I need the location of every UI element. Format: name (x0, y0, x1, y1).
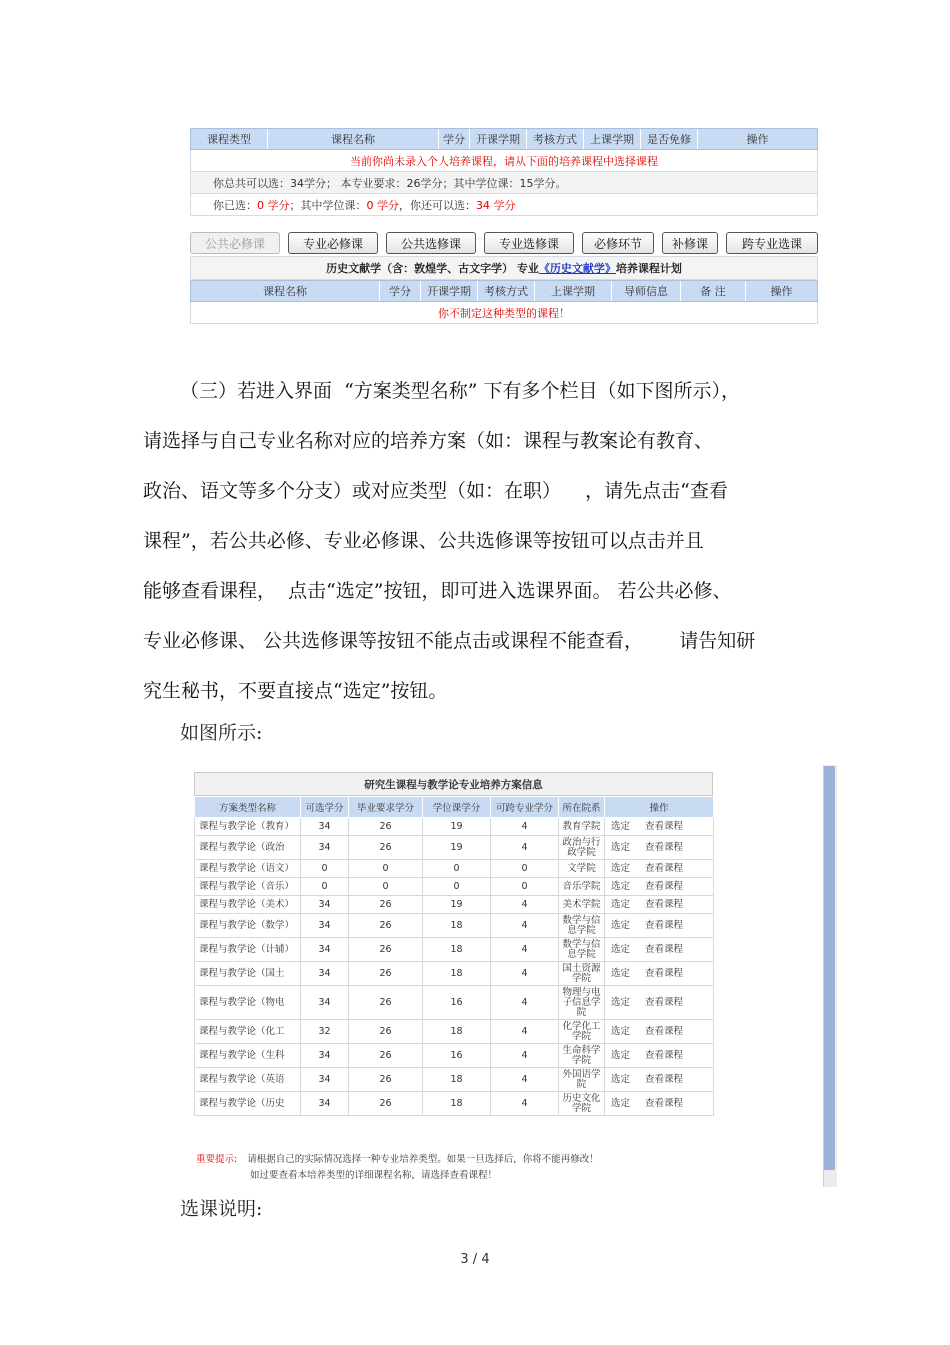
header-optional-credit: 可选学分 (301, 797, 349, 818)
col-course-type: 课程类型 (191, 129, 268, 149)
department-cell: 生命科学 学院 (559, 1044, 605, 1068)
plan-row (195, 962, 714, 986)
select-link[interactable]: 选定 (611, 1073, 631, 1085)
page-number: 3 / 4 (460, 1252, 490, 1267)
action-cell (605, 938, 714, 962)
graduation-credit-cell: 26 (349, 986, 423, 1020)
cross-credit-cell: 0 (491, 878, 559, 896)
header-graduation-credit: 毕业要求学分 (349, 797, 423, 818)
plan-list-table (194, 796, 714, 1116)
select-link[interactable]: 选定 (611, 898, 631, 910)
degree-value: 0 学分 (366, 198, 399, 212)
screenshot-plan-list (194, 772, 713, 1116)
degree-credit-cell: 0 (423, 860, 491, 878)
select-link[interactable]: 选定 (611, 862, 631, 874)
action-cell (605, 1020, 714, 1044)
optional-credit-cell: 32 (301, 1020, 349, 1044)
plan-row (195, 836, 714, 860)
degree-credit-cell: 19 (423, 836, 491, 860)
plan-row (195, 818, 714, 836)
cross-credit-cell: 4 (491, 962, 559, 986)
optional-credit-cell: 34 (301, 1068, 349, 1092)
action-cell (605, 878, 714, 896)
optional-credit-cell: 34 (301, 1044, 349, 1068)
action-cell (605, 860, 714, 878)
graduation-credit-cell: 0 (349, 860, 423, 878)
plan-title (190, 256, 818, 280)
cross-credit-cell: 4 (491, 818, 559, 836)
plan-name-cell: 课程与教学论（生科 (195, 1044, 301, 1068)
plan-name-cell: 课程与教学论（计辅） (195, 938, 301, 962)
plan-row (195, 986, 714, 1020)
scrollbar-thumb[interactable] (824, 766, 835, 1170)
remaining-value: 34 学分 (476, 198, 516, 212)
paragraph-line: （三）若进入界面 “方案类型名称” 下有多个栏目（如下图所示）， (180, 380, 741, 402)
optional-credit-cell: 34 (301, 1092, 349, 1116)
plan-notice: 你不制定这种类型的课程！ (190, 302, 818, 324)
graduation-credit-cell: 26 (349, 914, 423, 938)
plan-name-cell: 课程与教学论（美术） (195, 896, 301, 914)
plan-title-suffix: 培养课程计划 (615, 262, 682, 275)
plan-title-major: 历史文献学（含：敦煌学、古文字学） 专业 (326, 262, 539, 275)
degree-credit-cell: 16 (423, 986, 491, 1020)
optional-credit-cell: 34 (301, 986, 349, 1020)
optional-credit-cell: 34 (301, 896, 349, 914)
graduation-credit-cell: 26 (349, 836, 423, 860)
note-line-2: 如过要查看本培养类型的详细课程名称，请选择查看课程！ (250, 1170, 498, 1181)
graduation-credit-cell: 26 (349, 962, 423, 986)
important-note (196, 1152, 599, 1184)
plan-name-cell: 课程与教学论（化工 (195, 1020, 301, 1044)
header-plan-name: 方案类型名称 (195, 797, 301, 818)
plan-row (195, 896, 714, 914)
public-elective-button[interactable]: 公共选修课 (386, 232, 476, 254)
paragraph-line: 课程”，若公共必修、专业必修课、公共选修课等按钮可以点击并且 (143, 530, 704, 552)
degree-credit-cell: 18 (423, 1020, 491, 1044)
optional-credit-cell: 0 (301, 860, 349, 878)
department-cell: 国土资源 学院 (559, 962, 605, 986)
plan-col-remark: 备 注 (681, 281, 746, 301)
major-required-button[interactable]: 专业必修课 (288, 232, 378, 254)
col-open-term: 开课学期 (470, 129, 527, 149)
degree-credit-cell: 16 (423, 1044, 491, 1068)
select-link[interactable]: 选定 (611, 943, 631, 955)
plan-major-link[interactable]: 《历史文献学》 (538, 262, 616, 275)
paragraph-line: 究生秘书，不要直接点“选定”按钮。 (143, 680, 448, 702)
public-required-button[interactable]: 公共必修课 (190, 232, 280, 254)
col-credit: 学分 (439, 129, 470, 149)
plan-list-header-row (195, 797, 714, 818)
remaining-label: ，你还可以选： (399, 198, 476, 212)
major-elective-button[interactable]: 专业选修课 (484, 232, 574, 254)
selected-value: 0 学分 (257, 198, 290, 212)
plan-col-action: 操作 (770, 285, 793, 298)
view-course-link[interactable]: 查看课程 (645, 996, 684, 1008)
action-cell (605, 896, 714, 914)
note-label: 重要提示: (196, 1154, 238, 1165)
col-exam-type: 考核方式 (527, 129, 584, 149)
plan-name-cell: 课程与教学论（数学） (195, 914, 301, 938)
action-cell (605, 914, 714, 938)
header-action: 操作 (605, 797, 714, 818)
degree-credit-cell: 18 (423, 938, 491, 962)
select-link[interactable]: 选定 (611, 820, 631, 832)
credit-summary: 你总共可以选：34学分； 本专业要求：26学分；其中学位课：15学分。 (190, 172, 818, 194)
optional-credit-cell: 34 (301, 914, 349, 938)
plan-name-cell: 课程与教学论（英语 (195, 1068, 301, 1092)
paragraph-line: 请选择与自己专业名称对应的培养方案（如：课程与教案论有教育、 (143, 430, 714, 452)
cross-credit-cell: 4 (491, 836, 559, 860)
course-type-buttons (190, 232, 818, 254)
plan-name-cell: 课程与教学论（教育） (195, 818, 301, 836)
graduation-credit-cell: 26 (349, 1068, 423, 1092)
paragraph-line: 能够查看课程， 点击“选定”按钮，即可进入选课界面。 若公共必修、 (143, 580, 732, 602)
department-cell: 教育学院 (559, 818, 605, 836)
select-link[interactable]: 选定 (611, 880, 631, 892)
header-cross-credit: 可跨专业学分 (491, 797, 559, 818)
plan-row (195, 938, 714, 962)
cross-credit-cell: 4 (491, 914, 559, 938)
plan-col-class-term: 上课学期 (535, 281, 612, 301)
view-course-link[interactable]: 查看课程 (645, 967, 684, 979)
degree-credit-cell: 0 (423, 878, 491, 896)
department-cell: 化学化工 学院 (559, 1020, 605, 1044)
graduation-credit-cell: 26 (349, 818, 423, 836)
optional-credit-cell: 34 (301, 962, 349, 986)
plan-col-credit: 学分 (380, 281, 421, 301)
view-course-link[interactable]: 查看课程 (645, 898, 684, 910)
screenshot-course-selection (190, 128, 818, 324)
figure-caption: 如图所示: (180, 722, 263, 744)
degree-credit-cell: 18 (423, 914, 491, 938)
plan-row (195, 1044, 714, 1068)
plan-name-cell: 课程与教学论（历史 (195, 1092, 301, 1116)
view-course-link[interactable]: 查看课程 (645, 880, 684, 892)
department-cell: 音乐学院 (559, 878, 605, 896)
plan-row (195, 914, 714, 938)
action-cell (605, 836, 714, 860)
optional-credit-cell: 34 (301, 818, 349, 836)
cross-credit-cell: 0 (491, 860, 559, 878)
col-course-name: 课程名称 (268, 129, 439, 149)
cross-credit-cell: 4 (491, 1092, 559, 1116)
selected-label: 你已选： (213, 198, 257, 212)
department-cell: 物理与电 子信息学 院 (559, 986, 605, 1020)
department-cell: 美术学院 (559, 896, 605, 914)
action-cell (605, 1092, 714, 1116)
plan-name-cell: 课程与教学论（音乐） (195, 878, 301, 896)
graduation-credit-cell: 26 (349, 1092, 423, 1116)
plan-row (195, 860, 714, 878)
department-cell: 外国语学 院 (559, 1068, 605, 1092)
plan-table-header (190, 280, 818, 302)
plan-row (195, 1092, 714, 1116)
required-stage-button[interactable]: 必修环节 (582, 232, 654, 254)
view-course-link[interactable]: 查看课程 (645, 820, 684, 832)
col-class-term: 上课学期 (584, 129, 641, 149)
plan-name-cell: 课程与教学论（国土 (195, 962, 301, 986)
makeup-course-button[interactable]: 补修课 (662, 232, 718, 254)
action-cell (605, 962, 714, 986)
action-cell (605, 818, 714, 836)
cross-credit-cell: 4 (491, 986, 559, 1020)
view-course-link[interactable]: 查看课程 (645, 1097, 684, 1109)
col-action: 操作 (746, 133, 769, 146)
department-cell: 数学与信 息学院 (559, 914, 605, 938)
cross-credit-cell: 4 (491, 1020, 559, 1044)
action-cell (605, 1068, 714, 1092)
header-department: 所在院系 (559, 797, 605, 818)
cross-credit-cell: 4 (491, 938, 559, 962)
note-line-1: 请根据自己的实际情况选择一种专业培养类型。如果一旦选择后，你将不能再修改！ (247, 1154, 599, 1165)
course-table-header (190, 128, 818, 150)
degree-label: ；其中学位课： (289, 198, 367, 212)
col-exempt: 是否免修 (641, 129, 698, 149)
select-link[interactable]: 选定 (611, 996, 631, 1008)
view-course-link[interactable]: 查看课程 (645, 1073, 684, 1085)
optional-credit-cell: 0 (301, 878, 349, 896)
degree-credit-cell: 19 (423, 896, 491, 914)
plan-row (195, 878, 714, 896)
cross-credit-cell: 4 (491, 1044, 559, 1068)
view-course-link[interactable]: 查看课程 (645, 862, 684, 874)
select-link[interactable]: 选定 (611, 1097, 631, 1109)
degree-credit-cell: 19 (423, 818, 491, 836)
plan-row (195, 1068, 714, 1092)
select-link[interactable]: 选定 (611, 919, 631, 931)
view-course-link[interactable]: 查看课程 (645, 919, 684, 931)
cross-major-button[interactable]: 跨专业选课 (726, 232, 818, 254)
plan-row (195, 1020, 714, 1044)
cross-credit-cell: 4 (491, 896, 559, 914)
action-cell (605, 1044, 714, 1068)
header-degree-credit: 学位课学分 (423, 797, 491, 818)
no-course-notice: 当前你尚未录入个人培养课程，请从下面的培养课程中选择课程 (190, 150, 818, 172)
select-link[interactable]: 选定 (611, 841, 631, 853)
paragraph-line: 专业必修课、 公共选修课等按钮不能点击或课程不能查看， 请告知研 (143, 630, 756, 652)
degree-credit-cell: 18 (423, 1068, 491, 1092)
selected-credits (190, 194, 818, 216)
graduation-credit-cell: 26 (349, 896, 423, 914)
cross-credit-cell: 4 (491, 1068, 559, 1092)
degree-credit-cell: 18 (423, 962, 491, 986)
select-link[interactable]: 选定 (611, 967, 631, 979)
department-cell: 历史文化 学院 (559, 1092, 605, 1116)
optional-credit-cell: 34 (301, 938, 349, 962)
plan-name-cell: 课程与教学论（政治 (195, 836, 301, 860)
select-link[interactable]: 选定 (611, 1049, 631, 1061)
plan-col-open-term: 开课学期 (421, 281, 478, 301)
view-course-link[interactable]: 查看课程 (645, 943, 684, 955)
plan-col-name: 课程名称 (191, 281, 380, 301)
paragraph-line: 政治、语文等多个分支）或对应类型（如：在职） ，请先点击“查看 (143, 480, 728, 502)
instruction-paragraph (143, 366, 823, 716)
view-course-link[interactable]: 查看课程 (645, 1049, 684, 1061)
plan-col-exam: 考核方式 (478, 281, 535, 301)
plan-name-cell: 课程与教学论（物电 (195, 986, 301, 1020)
graduation-credit-cell: 26 (349, 1020, 423, 1044)
select-link[interactable]: 选定 (611, 1025, 631, 1037)
selection-explanation-heading: 选课说明: (180, 1198, 263, 1220)
department-cell: 文学院 (559, 860, 605, 878)
view-course-link[interactable]: 查看课程 (645, 841, 684, 853)
plan-list-title: 研究生课程与教学论专业培养方案信息 (194, 772, 713, 796)
graduation-credit-cell: 26 (349, 938, 423, 962)
plan-col-tutor: 导师信息 (612, 281, 681, 301)
department-cell: 数学与信 息学院 (559, 938, 605, 962)
view-course-link[interactable]: 查看课程 (645, 1025, 684, 1037)
optional-credit-cell: 34 (301, 836, 349, 860)
plan-name-cell: 课程与教学论（语文） (195, 860, 301, 878)
degree-credit-cell: 18 (423, 1092, 491, 1116)
graduation-credit-cell: 26 (349, 1044, 423, 1068)
action-cell (605, 986, 714, 1020)
department-cell: 政治与行 政学院 (559, 836, 605, 860)
graduation-credit-cell: 0 (349, 878, 423, 896)
